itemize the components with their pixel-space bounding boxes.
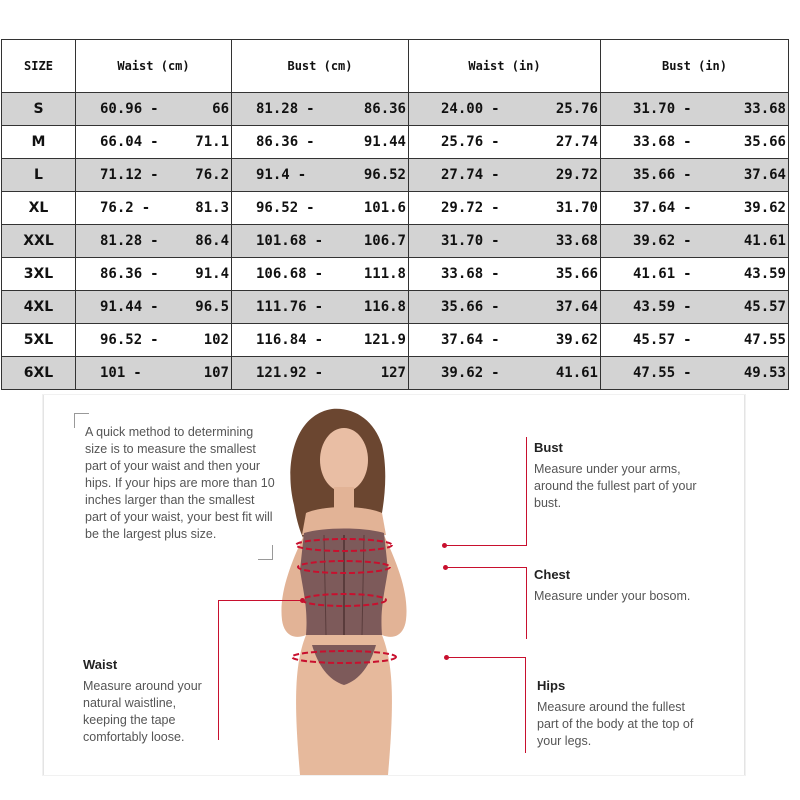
range-low: 39.62 (633, 233, 676, 249)
range-low: 43.59 (633, 299, 676, 315)
hips-marker-dot (444, 655, 449, 660)
hips-title: Hips (537, 678, 566, 693)
waist-in-cell (409, 357, 601, 390)
range-high: 39.62 (743, 200, 786, 216)
range-low: 35.66 (633, 167, 676, 183)
table-row (2, 357, 789, 390)
range-high: 37.64 (555, 299, 598, 315)
range-low: 41.61 (633, 266, 676, 282)
waist-leader-line (218, 600, 219, 740)
range-high: 96.52 (363, 167, 406, 183)
waist-marker-dot (300, 598, 305, 603)
range-separator: - (150, 233, 159, 249)
bust-cm-cell (232, 291, 409, 324)
waist-in-cell (409, 225, 601, 258)
bust-in-cell (601, 291, 789, 324)
range-low: 31.70 (633, 101, 676, 117)
range-separator: - (150, 101, 159, 117)
header-size: SIZE (2, 40, 76, 93)
range-low: 91.4 (256, 167, 290, 183)
header-waist-cm: Waist (cm) (76, 40, 232, 93)
range-high: 101.6 (363, 200, 406, 216)
range-high: 27.74 (555, 134, 598, 150)
size-cell: 6XL (2, 357, 76, 390)
header-bust-cm: Bust (cm) (232, 40, 409, 93)
range-high: 41.61 (555, 365, 598, 381)
waist-in-cell (409, 126, 601, 159)
bust-cm-cell (232, 159, 409, 192)
range-high: 37.64 (743, 167, 786, 183)
range-high: 33.68 (743, 101, 786, 117)
table-row (2, 291, 789, 324)
waist-title: Waist (83, 657, 118, 672)
waist-cm-cell (76, 324, 232, 357)
waist-in-cell (409, 324, 601, 357)
table-header-row (2, 40, 789, 93)
range-high: 116.8 (363, 299, 406, 315)
waist-cm-cell (76, 258, 232, 291)
intro-text: A quick method to determining size is to measure the smallest part of your waist and then your hips. If your hips are more than 10 inches larger than the smallest part of your waist, your best fit will be the largest plus size. (85, 425, 275, 541)
bust-in-cell (601, 192, 789, 225)
waist-cm-cell (76, 126, 232, 159)
bust-title: Bust (534, 440, 563, 455)
table-row (2, 258, 789, 291)
bust-in-cell (601, 357, 789, 390)
chest-marker-dot (443, 565, 448, 570)
range-low: 39.62 (441, 365, 484, 381)
waist-text: Measure around your natural waistline, keeping the tape comfortably loose. (83, 679, 202, 744)
waist-leader-horizontal (218, 600, 302, 601)
range-separator: - (683, 266, 692, 282)
header-waist-in: Waist (in) (409, 40, 601, 93)
range-low: 111.76 (256, 299, 307, 315)
range-high: 81.3 (195, 200, 229, 216)
range-separator: - (683, 299, 692, 315)
bust-in-cell (601, 225, 789, 258)
range-low: 91.44 (100, 299, 143, 315)
range-separator: - (150, 332, 159, 348)
range-low: 33.68 (441, 266, 484, 282)
range-separator: - (491, 365, 500, 381)
range-separator: - (141, 200, 151, 216)
range-low: 101 (100, 365, 126, 381)
range-high: 47.55 (743, 332, 786, 348)
size-cell: 4XL (2, 291, 76, 324)
range-separator: - (314, 365, 324, 381)
range-low: 71.12 (100, 167, 143, 183)
range-low: 29.72 (441, 200, 484, 216)
table-row (2, 93, 789, 126)
bust-leader-line (526, 437, 527, 545)
bust-cm-cell (232, 126, 409, 159)
range-high: 127 (380, 365, 406, 381)
range-separator: - (314, 299, 324, 315)
range-high: 86.36 (363, 101, 406, 117)
range-high: 121.9 (363, 332, 406, 348)
bust-cm-cell (232, 357, 409, 390)
range-separator: - (314, 233, 324, 249)
range-high: 29.72 (555, 167, 598, 183)
range-low: 101.68 (256, 233, 307, 249)
hips-text: Measure around the fullest part of the body at the top of your legs. (537, 700, 694, 748)
waist-in-cell (409, 291, 601, 324)
range-separator: - (683, 200, 692, 216)
range-high: 106.7 (363, 233, 406, 249)
range-separator: - (150, 167, 159, 183)
chest-leader-line (526, 567, 527, 639)
range-low: 116.84 (256, 332, 307, 348)
bust-in-cell (601, 93, 789, 126)
size-cell: XL (2, 192, 76, 225)
range-low: 96.52 (256, 200, 299, 216)
waist-cm-cell (76, 192, 232, 225)
range-high: 45.57 (743, 299, 786, 315)
range-separator: - (297, 167, 307, 183)
range-low: 33.68 (633, 134, 676, 150)
range-low: 76.2 (100, 200, 134, 216)
bust-in-cell (601, 126, 789, 159)
range-low: 86.36 (256, 134, 299, 150)
size-cell: 3XL (2, 258, 76, 291)
range-low: 37.64 (633, 200, 676, 216)
chest-title: Chest (534, 567, 571, 582)
size-cell: L (2, 159, 76, 192)
bust-marker-dot (442, 543, 447, 548)
range-separator: - (491, 233, 500, 249)
waist-cm-cell (76, 159, 232, 192)
table-row (2, 225, 789, 258)
range-separator: - (683, 134, 692, 150)
table-row (2, 192, 789, 225)
waist-in-cell (409, 258, 601, 291)
range-low: 24.00 (441, 101, 484, 117)
bust-cm-cell (232, 225, 409, 258)
bust-leader-horizontal (446, 545, 527, 546)
range-low: 86.36 (100, 266, 143, 282)
range-high: 86.4 (195, 233, 229, 249)
measurement-guide (43, 395, 745, 775)
range-separator: - (683, 365, 692, 381)
range-separator: - (491, 134, 500, 150)
size-cell: XXL (2, 225, 76, 258)
bust-text: Measure under your arms, around the fullest part of your bust. (534, 462, 697, 510)
bust-cm-cell (232, 93, 409, 126)
waist-in-cell (409, 159, 601, 192)
table-row (2, 159, 789, 192)
waist-cm-cell (76, 291, 232, 324)
range-low: 66.04 (100, 134, 143, 150)
range-high: 91.44 (363, 134, 406, 150)
table-row (2, 324, 789, 357)
range-separator: - (683, 167, 692, 183)
chest-text: Measure under your bosom. (534, 589, 691, 603)
waist-in-cell (409, 192, 601, 225)
header-bust-in: Bust (in) (601, 40, 789, 93)
waist-cm-cell (76, 357, 232, 390)
chest-leader-horizontal (447, 567, 527, 568)
range-separator: - (150, 134, 159, 150)
size-chart-table (1, 39, 789, 390)
range-low: 96.52 (100, 332, 143, 348)
bust-cm-cell (232, 258, 409, 291)
range-separator: - (491, 167, 500, 183)
range-low: 106.68 (256, 266, 307, 282)
range-low: 45.57 (633, 332, 676, 348)
size-cell: M (2, 126, 76, 159)
range-low: 81.28 (100, 233, 143, 249)
range-low: 121.92 (256, 365, 307, 381)
range-separator: - (306, 200, 315, 216)
range-high: 71.1 (195, 134, 229, 150)
bust-cm-cell (232, 192, 409, 225)
range-high: 49.53 (743, 365, 786, 381)
hips-leader-line (525, 657, 526, 753)
range-low: 81.28 (256, 101, 299, 117)
range-separator: - (683, 332, 692, 348)
waist-cm-cell (76, 225, 232, 258)
range-high: 111.8 (363, 266, 406, 282)
range-separator: - (306, 134, 315, 150)
range-high: 31.70 (555, 200, 598, 216)
range-high: 39.62 (555, 332, 598, 348)
range-high: 107 (203, 365, 229, 381)
range-separator: - (314, 266, 324, 282)
range-high: 66 (212, 101, 229, 117)
range-separator: - (683, 233, 692, 249)
range-high: 33.68 (555, 233, 598, 249)
waist-in-cell (409, 93, 601, 126)
size-cell: 5XL (2, 324, 76, 357)
range-separator: - (491, 266, 500, 282)
hips-leader-horizontal (448, 657, 526, 658)
range-high: 25.76 (555, 101, 598, 117)
range-low: 25.76 (441, 134, 484, 150)
bust-in-cell (601, 258, 789, 291)
range-high: 43.59 (743, 266, 786, 282)
range-low: 47.55 (633, 365, 676, 381)
table-row (2, 126, 789, 159)
range-high: 91.4 (195, 266, 229, 282)
range-separator: - (683, 101, 692, 117)
range-separator: - (491, 299, 500, 315)
range-high: 96.5 (195, 299, 229, 315)
range-separator: - (491, 200, 500, 216)
range-separator: - (491, 332, 500, 348)
range-separator: - (133, 365, 142, 381)
range-high: 102 (203, 332, 229, 348)
range-low: 31.70 (441, 233, 484, 249)
range-separator: - (314, 332, 324, 348)
range-low: 35.66 (441, 299, 484, 315)
range-low: 60.96 (100, 101, 143, 117)
range-high: 76.2 (195, 167, 229, 183)
range-separator: - (306, 101, 315, 117)
range-high: 35.66 (555, 266, 598, 282)
size-cell: S (2, 93, 76, 126)
range-low: 37.64 (441, 332, 484, 348)
range-separator: - (150, 299, 159, 315)
bust-cm-cell (232, 324, 409, 357)
range-high: 35.66 (743, 134, 786, 150)
bust-in-cell (601, 159, 789, 192)
range-low: 27.74 (441, 167, 484, 183)
range-high: 41.61 (743, 233, 786, 249)
waist-cm-cell (76, 93, 232, 126)
bust-in-cell (601, 324, 789, 357)
range-separator: - (150, 266, 159, 282)
range-separator: - (491, 101, 500, 117)
